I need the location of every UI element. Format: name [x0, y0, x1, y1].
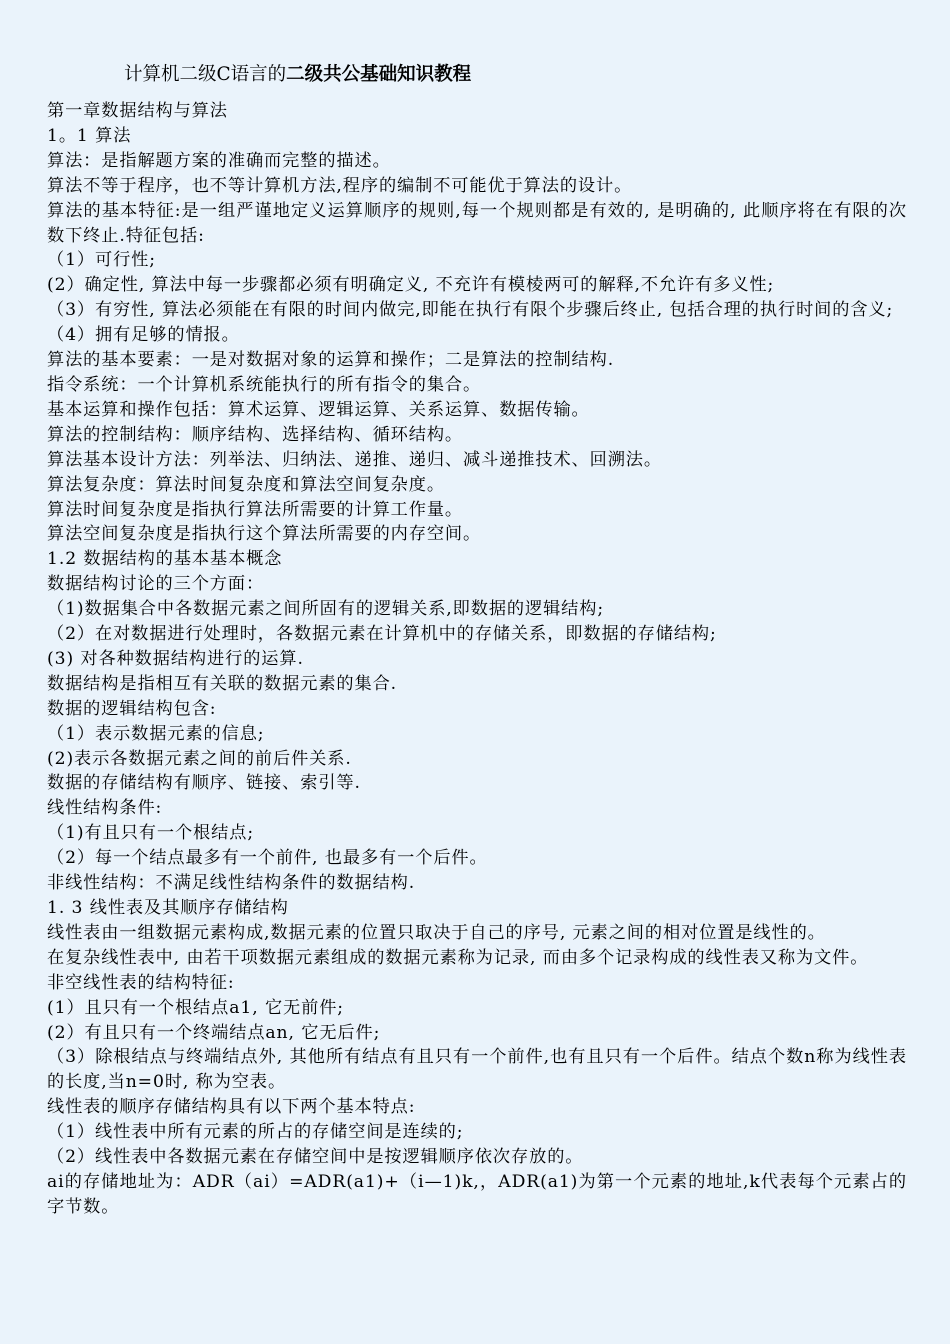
paragraph: 非空线性表的结构特征: — [47, 972, 235, 993]
list-item: （3）有穷性, 算法必须能在有限的时间内做完,即能在执行有限个步骤后终止, 包括合理的执行时间的含义; — [47, 300, 894, 321]
chapter-heading: 第一章数据结构与算法 — [47, 101, 228, 121]
list-item: (2)表示各数据元素之间的前后件关系. — [47, 748, 352, 769]
title-bold: 二级共公基础知识教程 — [286, 64, 472, 85]
paragraph: 算法的基本特征:是一组严谨地定义运算顺序的规则,每一个规则都是有效的, 是明确的, 此顺序将在有限的次数下终止.特征包括: — [47, 200, 907, 246]
list-item: （2）在对数据进行处理时，各数据元素在计算机中的存储关系，即数据的存储结构; — [47, 624, 717, 645]
paragraph: 非线性结构：不满足线性结构条件的数据结构. — [47, 873, 416, 894]
list-item: (3) 对各种数据结构进行的运算. — [47, 648, 304, 669]
list-item: (2）有且只有一个终端结点an, 它无后件; — [47, 1022, 381, 1043]
section-heading: 1。1 算法 — [47, 125, 132, 146]
paragraph: 算法不等于程序，也不等计算机方法,程序的编制不可能优于算法的设计。 — [47, 175, 633, 196]
list-item: （1)有且只有一个根结点; — [47, 823, 255, 844]
paragraph: ai的存储地址为：ADR（ai）=ADR(a1)+（i—1)k,，ADR(a1)为第一个元素的地址,k代表每个元素占的字节数。 — [47, 1171, 907, 1217]
paragraph: 数据结构讨论的三个方面： — [47, 574, 265, 595]
paragraph: 数据的存储结构有顺序、链接、索引等. — [47, 773, 361, 794]
paragraph: 线性表的顺序存储结构具有以下两个基本特点: — [47, 1097, 416, 1118]
paragraph: 线性结构条件: — [47, 798, 163, 819]
paragraph: 算法：是指解题方案的准确而完整的描述。 — [47, 150, 391, 171]
paragraph: 数据的逻辑结构包含: — [47, 698, 217, 719]
paragraph: 算法的基本要素：一是对数据对象的运算和操作；二是算法的控制结构. — [47, 350, 615, 371]
paragraph: 指令系统：一个计算机系统能执行的所有指令的集合。 — [47, 374, 482, 395]
paragraph: 基本运算和操作包括：算术运算、逻辑运算、关系运算、数据传输。 — [47, 399, 590, 420]
list-item: （1）线性表中所有元素的所占的存储空间是连续的; — [47, 1122, 464, 1143]
paragraph: 算法时间复杂度是指执行算法所需要的计算工作量。 — [47, 499, 464, 520]
list-item: (1）且只有一个根结点a1, 它无前件; — [47, 997, 344, 1018]
list-item: （2）每一个结点最多有一个前件, 也最多有一个后件。 — [47, 848, 488, 869]
document-body — [47, 99, 907, 1220]
paragraph: 算法空间复杂度是指执行这个算法所需要的内存空间。 — [47, 524, 482, 545]
paragraph: 算法复杂度：算法时间复杂度和算法空间复杂度。 — [47, 474, 445, 495]
list-item: （3）除根结点与终端结点外, 其他所有结点有且只有一个前件,也有且只有一个后件。结点个数n称为线性表的长度,当n=0时, 称为空表。 — [47, 1047, 907, 1093]
list-item: (2）确定性, 算法中每一步骤都必须有明确定义, 不充许有模棱两可的解释,不允许有多义性; — [47, 275, 775, 296]
document-title — [124, 62, 471, 88]
section-heading: 1. 3 线性表及其顺序存储结构 — [47, 898, 289, 918]
paragraph: 算法的控制结构：顺序结构、选择结构、循环结构。 — [47, 424, 464, 445]
list-item: （1）可行性; — [47, 250, 156, 271]
paragraph: 线性表由一组数据元素构成,数据元素的位置只取决于自己的序号, 元素之间的相对位置是线性的。 — [47, 922, 826, 943]
paragraph: 数据结构是指相互有关联的数据元素的集合. — [47, 673, 398, 694]
paragraph: 在复杂线性表中, 由若干项数据元素组成的数据元素称为记录, 而由多个记录构成的线性表又称为文件。 — [47, 947, 869, 968]
section-heading: 1.2 数据结构的基本基本概念 — [47, 549, 283, 570]
title-regular: 计算机二级C语言的 — [124, 64, 287, 85]
list-item: （2）线性表中各数据元素在存储空间中是按逻辑顺序依次存放的。 — [47, 1147, 584, 1168]
list-item: （4）拥有足够的情报。 — [47, 325, 240, 346]
list-item: （1）表示数据元素的信息; — [47, 723, 265, 744]
list-item: （1)数据集合中各数据元素之间所固有的逻辑关系,即数据的逻辑结构; — [47, 599, 605, 620]
paragraph: 算法基本设计方法：列举法、归纳法、递推、递归、减斗递推技术、回溯法。 — [47, 449, 662, 470]
